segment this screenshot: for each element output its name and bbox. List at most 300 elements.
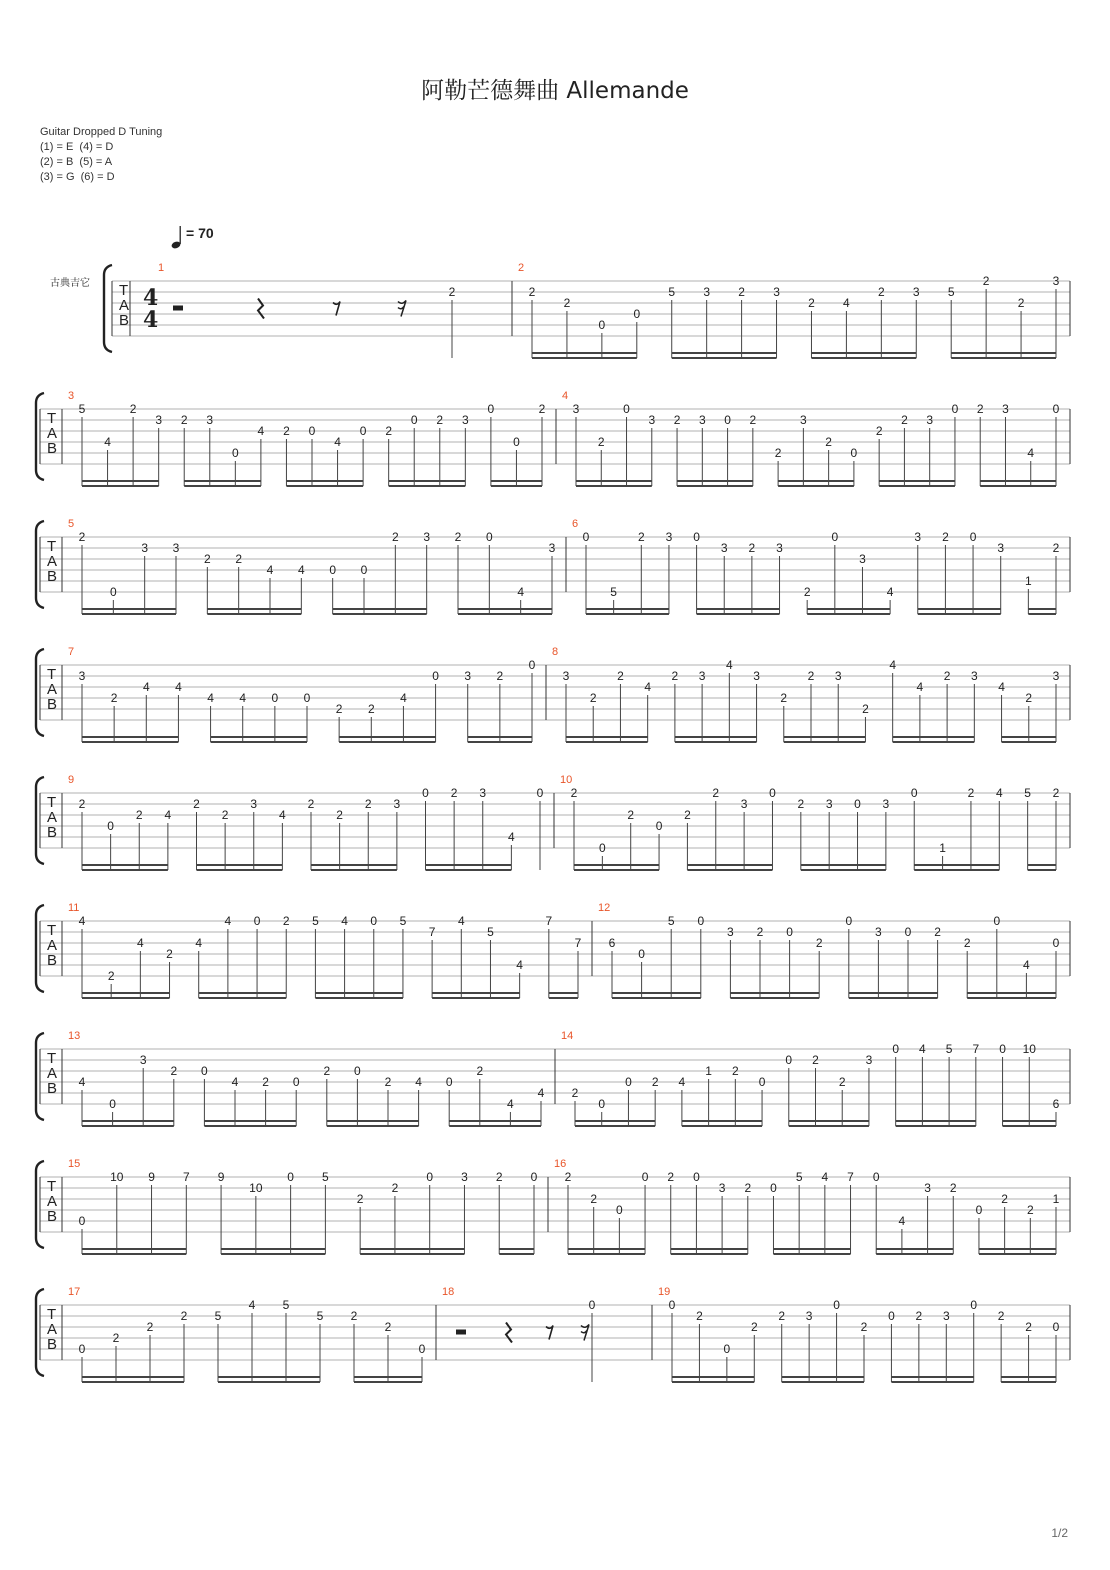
fret-number: 4 (415, 1075, 422, 1089)
fret-number: 0 (487, 402, 495, 416)
fret-number: 3 (698, 413, 706, 427)
fret-number: 4 (507, 1097, 514, 1111)
fret-number: 0 (693, 530, 700, 544)
fret-number: 0 (769, 786, 776, 800)
fret-number: 4 (725, 658, 733, 672)
fret-number: 2 (391, 1181, 399, 1195)
tab-clef: B (47, 696, 58, 713)
fret-number: 0 (107, 819, 114, 833)
fret-number: 4 (516, 958, 523, 972)
fret-number: 0 (292, 1075, 300, 1089)
measure (512, 262, 1060, 358)
measure (130, 262, 456, 358)
tab-clef: B (47, 440, 58, 457)
tab-clef: B (47, 952, 58, 969)
fret-number: 3 (423, 530, 431, 544)
fret-number: 2 (934, 925, 941, 939)
fret-number: 4 (195, 936, 203, 950)
fret-number: 0 (360, 563, 368, 577)
fret-number: 2 (384, 1075, 392, 1089)
measure (592, 902, 1060, 998)
fret-number: 2 (129, 402, 137, 416)
fret-number: 2 (778, 1309, 786, 1323)
measure-number: 2 (518, 262, 525, 274)
fret-number: 4 (919, 1042, 926, 1056)
fret-number: 2 (180, 413, 188, 427)
measure-number: 16 (554, 1158, 567, 1170)
fret-number: 0 (370, 914, 378, 928)
fret-number: 2 (564, 1170, 572, 1184)
fret-number: 4 (279, 808, 286, 822)
fret-number: 10 (249, 1181, 263, 1195)
fret-number: 3 (800, 413, 807, 427)
measure-number: 5 (68, 518, 75, 530)
fret-number: 0 (445, 1075, 453, 1089)
fret-number: 2 (203, 552, 211, 566)
fret-number: 4 (898, 1214, 906, 1228)
fret-number: 4 (916, 680, 924, 694)
measure (566, 518, 1060, 614)
measure-number: 10 (560, 774, 573, 786)
fret-number: 0 (723, 1342, 731, 1356)
fret-number: 0 (530, 1170, 538, 1184)
fret-number: 3 (773, 285, 780, 299)
fret-number: 5 (78, 402, 86, 416)
fret-number: 3 (865, 1053, 873, 1067)
fret-number: 3 (970, 669, 978, 683)
fret-number: 6 (1052, 1097, 1060, 1111)
fret-number: 2 (78, 797, 86, 811)
fret-number: 7 (847, 1170, 854, 1184)
page-number: 1/2 (1051, 1526, 1068, 1540)
fret-number: 2 (815, 936, 823, 950)
fret-number: 2 (78, 530, 86, 544)
fret-number: 3 (1052, 274, 1060, 288)
fret-number: 0 (668, 1298, 676, 1312)
fret-number: 2 (976, 402, 984, 416)
fret-number: 5 (795, 1170, 803, 1184)
fret-number: 2 (997, 1309, 1005, 1323)
fret-number: 3 (914, 530, 922, 544)
fret-number: 2 (808, 296, 815, 310)
fret-number: 2 (749, 413, 757, 427)
fret-number: 2 (454, 530, 462, 544)
fret-number: 4 (137, 936, 144, 950)
fret-number: 0 (359, 424, 367, 438)
tab-clef: B (47, 568, 58, 585)
fret-number: 2 (283, 424, 290, 438)
measure (554, 774, 1060, 870)
fret-number: 2 (862, 702, 869, 716)
fret-number: 3 (997, 541, 1005, 555)
fret-number: 2 (146, 1320, 154, 1334)
fret-number: 0 (892, 1042, 900, 1056)
tab-clef: T (47, 922, 57, 939)
fret-number: 0 (485, 530, 493, 544)
fret-number: 2 (563, 296, 571, 310)
fret-number: 0 (833, 1298, 840, 1312)
fret-number: 2 (807, 669, 815, 683)
tempo-marking: = 70 (186, 225, 214, 241)
fret-number: 5 (316, 1309, 324, 1323)
fret-number: 0 (422, 786, 429, 800)
fret-number: 2 (170, 1064, 178, 1078)
fret-number: 0 (528, 658, 536, 672)
fret-number: 0 (598, 318, 606, 332)
fret-number: 2 (356, 1192, 364, 1206)
fret-number: 2 (528, 285, 536, 299)
system-bracket (104, 265, 112, 352)
fret-number: 4 (266, 563, 274, 577)
fret-number: 2 (1026, 1203, 1034, 1217)
fret-number: 2 (673, 413, 681, 427)
fret-number: 5 (487, 925, 494, 939)
fret-number: 0 (588, 1298, 596, 1312)
fret-number: 3 (250, 797, 258, 811)
fret-number: 0 (770, 1181, 777, 1195)
fret-number: 3 (727, 925, 734, 939)
fret-number: 5 (947, 285, 955, 299)
fret-number: 3 (464, 669, 472, 683)
fret-number: 5 (399, 914, 407, 928)
fret-number: 5 (214, 1309, 222, 1323)
tab-system (36, 646, 1070, 742)
fret-number: 0 (854, 797, 861, 811)
fret-number: 3 (834, 669, 842, 683)
fret-number: 0 (329, 563, 337, 577)
measure-number: 6 (572, 518, 579, 530)
fret-number: 4 (400, 691, 407, 705)
fret-number: 2 (731, 1064, 739, 1078)
measure (555, 1030, 1060, 1126)
fret-number: 7 (182, 1170, 190, 1184)
measure (62, 390, 546, 486)
tab-system (36, 1158, 1070, 1254)
measure-number: 8 (552, 646, 559, 658)
fret-number: 2 (744, 1181, 752, 1195)
tab-clef: A (47, 553, 58, 570)
fret-number: 0 (287, 1170, 294, 1184)
fret-number: 9 (217, 1170, 225, 1184)
fret-number: 3 (740, 797, 748, 811)
measure-number: 15 (68, 1158, 81, 1170)
fret-number: 0 (432, 669, 439, 683)
tab-clef: T (47, 1050, 57, 1067)
fret-number: 0 (1052, 936, 1060, 950)
fret-number: 4 (995, 786, 1003, 800)
fret-number: 2 (671, 669, 679, 683)
fret-number: 7 (428, 925, 436, 939)
score-title: 阿勒芒德舞曲 Allemande (421, 78, 689, 104)
eighth-rest (333, 302, 340, 316)
fret-number: 2 (877, 285, 885, 299)
fret-number: 3 (78, 669, 86, 683)
measure-number: 1 (158, 262, 165, 274)
fret-number: 0 (872, 1170, 880, 1184)
fret-number: 0 (850, 446, 858, 460)
fret-number: 4 (78, 1075, 86, 1089)
fret-number: 2 (112, 1331, 120, 1345)
fret-number: 2 (384, 1320, 392, 1334)
fret-number: 5 (610, 585, 617, 599)
fret-number: 3 (665, 530, 673, 544)
fret-number: 2 (385, 424, 393, 438)
measure (62, 1286, 426, 1382)
time-signature-top: 4 (143, 285, 159, 311)
fret-number: 4 (224, 914, 232, 928)
fret-number: 0 (641, 1170, 649, 1184)
fret-number: 2 (651, 1075, 659, 1089)
tab-clef: A (47, 425, 58, 442)
fret-number: 2 (684, 808, 691, 822)
tab-clef: T (47, 794, 57, 811)
fret-number: 4 (886, 585, 894, 599)
fret-number: 0 (888, 1309, 895, 1323)
fret-number: 3 (942, 1309, 950, 1323)
fret-number: 2 (1052, 786, 1060, 800)
fret-number: 2 (323, 1064, 331, 1078)
fret-number: 4 (889, 658, 897, 672)
fret-number: 0 (271, 691, 279, 705)
fret-number: 9 (148, 1170, 155, 1184)
fret-number: 4 (231, 1075, 239, 1089)
fret-number: 2 (367, 702, 375, 716)
fret-number: 5 (945, 1042, 953, 1056)
tab-clef: T (47, 1178, 57, 1195)
fret-number: 1 (1052, 1192, 1060, 1206)
tab-clef: B (47, 1208, 58, 1225)
fret-number: 2 (135, 808, 143, 822)
fret-number: 0 (78, 1214, 86, 1228)
fret-number: 3 (882, 797, 890, 811)
fret-number: 3 (926, 413, 934, 427)
fret-number: 0 (910, 786, 918, 800)
fret-number: 2 (538, 402, 546, 416)
measure (62, 1030, 545, 1126)
fret-number: 2 (1017, 296, 1025, 310)
fret-number: 2 (738, 285, 745, 299)
fret-number: 0 (655, 819, 663, 833)
fret-number: 0 (598, 1097, 606, 1111)
fret-number: 2 (803, 585, 811, 599)
fret-number: 4 (843, 296, 850, 310)
fret-number: 0 (999, 1042, 1006, 1056)
tab-clef: T (47, 1306, 57, 1323)
fret-number: 4 (239, 691, 247, 705)
tab-clef: A (47, 1321, 58, 1338)
tab-clef: B (119, 312, 130, 329)
fret-number: 4 (517, 585, 525, 599)
tuning-name: Guitar Dropped D Tuning (40, 126, 163, 138)
fret-number: 2 (797, 797, 805, 811)
fret-number: 3 (548, 541, 556, 555)
fret-number: 0 (109, 585, 117, 599)
fret-number: 2 (193, 797, 200, 811)
fret-number: 5 (312, 914, 319, 928)
fret-number: 2 (901, 413, 908, 427)
fret-number: 5 (668, 285, 676, 299)
instrument-name: 古典吉它 (50, 278, 90, 289)
fret-number: 0 (724, 413, 731, 427)
fret-number: 3 (875, 925, 882, 939)
quarter-rest (506, 1323, 512, 1343)
fret-number: 3 (461, 413, 469, 427)
tab-clef: A (119, 297, 130, 314)
fret-number: 2 (350, 1309, 358, 1323)
fret-number: 7 (972, 1042, 980, 1056)
fret-number: 0 (410, 413, 418, 427)
fret-number: 0 (623, 402, 630, 416)
fret-number: 2 (364, 797, 372, 811)
fret-number: 2 (949, 1181, 957, 1195)
tab-system (50, 262, 1070, 358)
fret-number: 0 (109, 1097, 116, 1111)
measure-number: 17 (68, 1286, 81, 1298)
fret-number: 2 (495, 1170, 503, 1184)
fret-number: 2 (1025, 691, 1033, 705)
fret-number: 4 (821, 1170, 829, 1184)
fret-number: 2 (590, 1192, 598, 1206)
fret-number: 1 (705, 1064, 712, 1078)
measure-number: 14 (561, 1030, 574, 1042)
fret-number: 2 (496, 669, 504, 683)
tab-system (36, 1286, 1070, 1382)
fret-number: 3 (924, 1181, 931, 1195)
fret-number: 6 (608, 936, 616, 950)
fret-number: 0 (308, 424, 316, 438)
fret-number: 4 (508, 830, 515, 844)
fret-number: 7 (545, 914, 553, 928)
fret-number: 3 (461, 1170, 468, 1184)
fret-number: 3 (859, 552, 866, 566)
fret-number: 0 (758, 1075, 766, 1089)
tuning-line: (1) = E (4) = D (40, 141, 114, 153)
tab-system (36, 902, 1070, 998)
fret-number: 2 (391, 530, 399, 544)
fret-number: 0 (616, 1203, 623, 1217)
fret-number: 4 (678, 1075, 686, 1089)
tab-clef: T (47, 410, 57, 427)
measure-number: 19 (658, 1286, 671, 1298)
fret-number: 3 (206, 413, 214, 427)
fret-number: 0 (1052, 1320, 1060, 1334)
fret-number: 5 (1024, 786, 1031, 800)
measure (548, 1158, 1060, 1254)
measure (652, 1286, 1060, 1382)
fret-number: 4 (142, 680, 150, 694)
fret-number: 0 (975, 1203, 983, 1217)
fret-number: 0 (78, 1342, 86, 1356)
fret-number: 5 (282, 1298, 290, 1312)
fret-number: 2 (875, 424, 883, 438)
fret-number: 3 (648, 413, 656, 427)
fret-number: 2 (570, 786, 578, 800)
fret-number: 0 (426, 1170, 434, 1184)
measure-number: 13 (68, 1030, 81, 1042)
fret-number: 2 (448, 285, 456, 299)
fret-number: 0 (582, 530, 590, 544)
fret-number: 2 (915, 1309, 923, 1323)
tab-clef: A (47, 681, 58, 698)
fret-number: 0 (625, 1075, 632, 1089)
fret-number: 3 (805, 1309, 813, 1323)
tab-clef: A (47, 1065, 58, 1082)
tuning-line: (3) = G (6) = D (40, 171, 115, 183)
half-rest (456, 1330, 466, 1335)
fret-number: 2 (282, 914, 290, 928)
fret-number: 0 (201, 1064, 208, 1078)
fret-number: 2 (967, 786, 975, 800)
fret-number: 2 (180, 1309, 188, 1323)
fret-number: 2 (1025, 1320, 1032, 1334)
tab-system (36, 518, 1070, 614)
fret-number: 0 (418, 1342, 426, 1356)
fret-number: 2 (712, 786, 720, 800)
fret-number: 2 (942, 530, 949, 544)
fret-number: 2 (748, 541, 756, 555)
fret-number: 1 (939, 841, 946, 855)
fret-number: 4 (104, 435, 111, 449)
fret-number: 10 (1022, 1042, 1036, 1056)
measure (62, 902, 582, 998)
fret-number: 2 (774, 446, 782, 460)
fret-number: 2 (450, 786, 458, 800)
fret-number: 2 (221, 808, 229, 822)
fret-number: 2 (335, 702, 343, 716)
measure-number: 11 (68, 902, 80, 914)
tab-clef: T (47, 538, 57, 555)
measure-number: 3 (68, 390, 75, 402)
fret-number: 0 (253, 914, 261, 928)
fret-number: 2 (982, 274, 990, 288)
measure (556, 390, 1060, 486)
fret-number: 2 (825, 435, 832, 449)
fret-number: 4 (341, 914, 348, 928)
measure-number: 12 (598, 902, 611, 914)
fret-number: 3 (703, 285, 711, 299)
fret-number: 3 (393, 797, 401, 811)
fret-number: 4 (297, 563, 305, 577)
fret-number: 0 (354, 1064, 361, 1078)
fret-number: 4 (78, 914, 86, 928)
tab-clef: T (119, 282, 129, 299)
fret-number: 5 (667, 914, 675, 928)
measure-number: 18 (442, 1286, 455, 1298)
tab-system (36, 390, 1070, 486)
fret-number: 2 (166, 947, 173, 961)
fret-number: 0 (638, 947, 645, 961)
fret-number: 0 (1052, 402, 1060, 416)
fret-number: 0 (231, 446, 239, 460)
fret-number: 2 (637, 530, 645, 544)
tab-system (36, 1030, 1070, 1126)
fret-number: 3 (562, 669, 570, 683)
fret-number: 1 (1025, 574, 1032, 588)
tab-clef: A (47, 1193, 58, 1210)
measure-number: 4 (562, 390, 569, 402)
fret-number: 3 (155, 413, 163, 427)
fret-number: 4 (207, 691, 214, 705)
fret-number: 0 (693, 1170, 700, 1184)
measure-number: 7 (68, 646, 75, 658)
eighth-rest (546, 1326, 553, 1340)
fret-number: 2 (627, 808, 635, 822)
fret-number: 10 (110, 1170, 124, 1184)
fret-number: 4 (457, 914, 465, 928)
fret-number: 3 (720, 541, 728, 555)
measure (62, 774, 544, 870)
fret-number: 5 (322, 1170, 329, 1184)
